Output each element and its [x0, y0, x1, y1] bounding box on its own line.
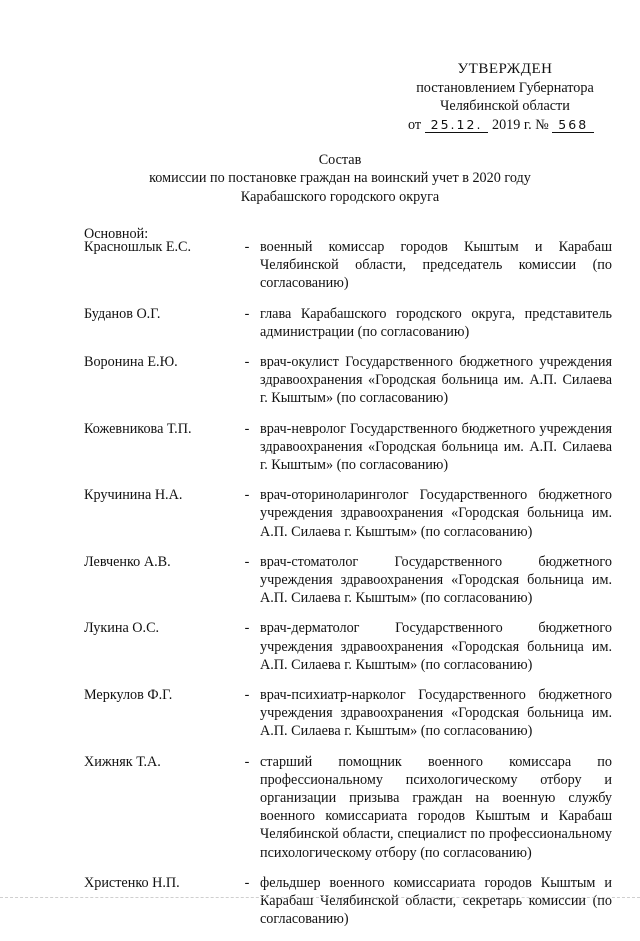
- title-line-2: комиссии по постановке граждан на воинский учет в 2020 году: [149, 170, 531, 187]
- member-name: Меркулов Ф.Г.: [84, 687, 173, 704]
- member-row: [84, 420, 612, 475]
- member-name: Кожевникова Т.П.: [84, 420, 192, 437]
- member-dash: -: [244, 874, 250, 891]
- member-dash: -: [244, 239, 250, 255]
- member-row: [84, 753, 612, 862]
- approval-line-2: Челябинской области: [440, 98, 570, 115]
- member-role: врач-стоматолог Государственного бюджетного учреждения здравоохранения «Городская больница им. А.П. Силаева г. Кыштым» (по согласованию): [260, 553, 612, 607]
- document-title: [100, 151, 580, 206]
- member-row: [84, 305, 612, 341]
- member-row: [84, 238, 612, 293]
- member-row: [84, 486, 612, 541]
- member-dash: -: [244, 305, 250, 322]
- member-role: врач-окулист Государственного бюджетного учреждения здравоохранения «Городская больница им. А.П. Силаева г. Кыштым» (по согласованию): [260, 354, 612, 407]
- member-dash: -: [244, 420, 250, 437]
- member-name: Левченко А.В.: [84, 553, 171, 570]
- member-row: [84, 874, 612, 929]
- member-role: врач-оториноларинголог Государственного бюджетного учреждения здравоохранения «Городская больница им. А.П. Силаева г. Кыштым» (по согласованию): [260, 487, 612, 540]
- member-dash: -: [244, 620, 250, 637]
- member-role: врач-невролог Государственного бюджетного учреждения здравоохранения «Городская больница им. А.П. Силаева г. Кыштым» (по согласованию): [260, 420, 612, 474]
- title-line-1: Состав: [318, 152, 362, 168]
- member-dash: -: [244, 487, 250, 504]
- section-label: Основной:: [84, 226, 149, 242]
- member-role: глава Карабашского городского округа, представитель администрации (по согласованию): [260, 305, 612, 340]
- approval-line-1: постановлением Губернатора: [416, 79, 594, 96]
- member-name: Христенко Н.П.: [84, 874, 180, 891]
- member-dash: -: [244, 687, 250, 704]
- approval-date-row: [400, 116, 610, 135]
- member-role: фельдшер военного комиссариата городов Кыштым и Карабаш Челябинской области, секретарь комиссии (по согласованию): [260, 874, 612, 928]
- member-role: старший помощник военного комиссара по профессиональному психологическому отбору и организации призыва граждан на военную службу военного комиссариата городов Кыштым и Карабаш Челябинской области, специалист по профессиональному психологическому отбору (по согласованию): [260, 753, 612, 861]
- member-row: [84, 619, 612, 674]
- member-name: Воронина Е.Ю.: [84, 354, 178, 371]
- member-name: Буданов О.Г.: [84, 305, 161, 322]
- member-dash: -: [244, 553, 250, 570]
- handwritten-number: 568: [552, 118, 594, 133]
- handwritten-date: 25.12.: [425, 118, 489, 133]
- member-row: [84, 553, 612, 608]
- title-line-3: Карабашского городского округа: [240, 188, 440, 205]
- member-name: Хижняк Т.А.: [84, 753, 161, 770]
- approval-block: [400, 60, 610, 134]
- member-role: врач-психиатр-нарколог Государственного бюджетного учреждения здравоохранения «Городская больница им. А.П. Силаева г. Кыштым» (по согласованию): [260, 687, 612, 740]
- member-role: врач-дерматолог Государственного бюджетного учреждения здравоохранения «Городская больница им. А.П. Силаева г. Кыштым» (по согласованию): [260, 620, 612, 673]
- member-name: Лукина О.С.: [84, 620, 160, 637]
- date-prefix: от: [408, 116, 422, 133]
- member-name: Кручинина Н.А.: [84, 487, 183, 504]
- member-dash: -: [244, 753, 250, 770]
- approval-title: УТВЕРЖДЕН: [457, 61, 553, 77]
- year-text: 2019 г. №: [491, 116, 549, 133]
- scan-edge: [0, 897, 640, 899]
- member-row: [84, 353, 612, 408]
- members-list: [84, 238, 612, 941]
- member-role: военный комиссар городов Кыштым и Карабаш Челябинской области, председатель комиссии (по согласованию): [260, 239, 612, 292]
- member-row: [84, 686, 612, 741]
- member-dash: -: [244, 354, 250, 371]
- member-name: Красношлык Е.С.: [84, 239, 192, 255]
